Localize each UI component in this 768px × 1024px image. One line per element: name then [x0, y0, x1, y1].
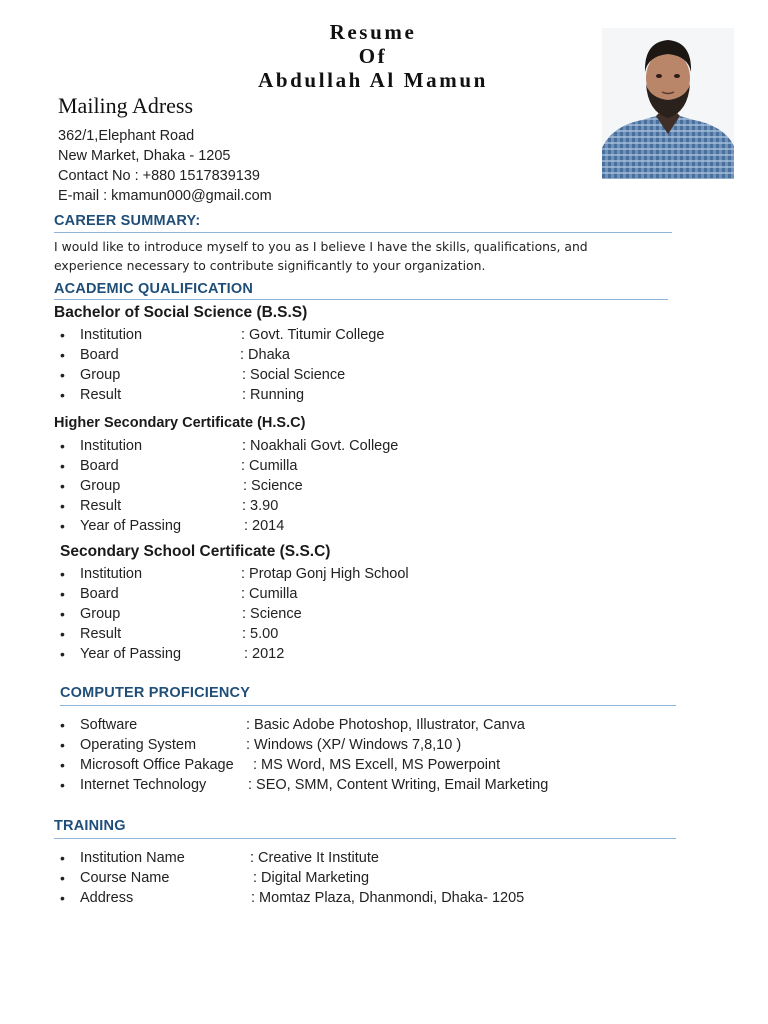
item-label: Institution [80, 566, 143, 582]
item-value: : Dhaka [240, 347, 290, 363]
career-summary-line: I would like to introduce myself to you as I believe I have the skills, qualifications, and [54, 239, 588, 254]
ssc-details-list [54, 564, 409, 664]
item-value: : Creative It Institute [250, 850, 379, 866]
bullet: • [60, 498, 65, 514]
item-value: : SEO, SMM, Content Writing, Email Marketing [248, 777, 549, 793]
bullet: • [60, 777, 65, 793]
item-value: : 3.90 [242, 498, 279, 514]
item-label: Board [80, 586, 119, 602]
title-line-of: Of [358, 44, 388, 68]
bullet: • [60, 626, 65, 642]
bullet: • [60, 518, 65, 534]
list-item [54, 476, 303, 496]
item-value: : 2012 [244, 646, 285, 662]
bullet: • [60, 438, 65, 454]
item-label: Institution Name [80, 850, 185, 866]
item-label: Group [80, 606, 121, 622]
bss-details-list [54, 325, 385, 405]
item-value: : Digital Marketing [253, 870, 370, 886]
bullet: • [60, 478, 65, 494]
career-summary-text [54, 237, 654, 275]
list-item [54, 456, 298, 476]
computer-skills-list [54, 715, 549, 795]
career-summary-line: experience necessary to contribute significantly to your organization. [54, 258, 486, 273]
bss-title: Bachelor of Social Science (B.S.S) [54, 304, 308, 321]
item-label: Address [80, 890, 134, 906]
item-value: : MS Word, MS Excell, MS Powerpoint [253, 757, 501, 773]
bullet: • [60, 387, 65, 403]
item-value: : Social Science [242, 367, 346, 383]
training-details-list [54, 848, 525, 908]
item-value: : Science [243, 478, 303, 494]
list-item [54, 775, 549, 795]
item-label: Microsoft Office Pakage [80, 757, 234, 773]
list-item [54, 644, 285, 664]
list-item [54, 715, 525, 735]
bullet: • [60, 717, 65, 733]
item-value: : 5.00 [242, 626, 279, 642]
list-item [54, 604, 302, 624]
hsc-title: Higher Secondary Certificate (H.S.C) [54, 415, 306, 431]
list-item [54, 345, 290, 365]
profile-photo [602, 28, 734, 179]
item-value: : 2014 [244, 518, 285, 534]
list-item [54, 584, 298, 604]
item-label: Institution [80, 327, 143, 343]
mailing-address-block [58, 126, 272, 206]
item-value: : Noakhali Govt. College [242, 438, 399, 454]
bullet: • [60, 890, 65, 906]
item-value: : Momtaz Plaza, Dhanmondi, Dhaka- 1205 [251, 890, 525, 906]
address-line-city: New Market, Dhaka - 1205 [58, 148, 231, 164]
list-item [54, 516, 285, 536]
item-label: Operating System [80, 737, 197, 753]
bullet: • [60, 737, 65, 753]
list-item [54, 365, 346, 385]
title-line-name: Abdullah Al Mamun [258, 68, 488, 92]
item-label: Year of Passing [80, 646, 182, 662]
list-item [54, 496, 279, 516]
item-value: : Protap Gonj High School [241, 566, 409, 582]
item-label: Year of Passing [80, 518, 182, 534]
item-value: : Govt. Titumir College [241, 327, 385, 343]
bullet: • [60, 586, 65, 602]
bullet: • [60, 757, 65, 773]
training-divider [54, 838, 676, 839]
career-summary-divider [54, 232, 672, 233]
item-value: : Basic Adobe Photoshop, Illustrator, Canva [246, 717, 525, 733]
item-label: Result [80, 387, 122, 403]
bullet: • [60, 347, 65, 363]
bullet: • [60, 566, 65, 582]
ssc-title: Secondary School Certificate (S.S.C) [60, 543, 331, 560]
title-line-resume: Resume [329, 20, 417, 44]
bullet: • [60, 327, 65, 343]
item-label: Institution [80, 438, 143, 454]
list-item [54, 888, 525, 908]
bullet: • [60, 458, 65, 474]
item-label: Group [80, 478, 121, 494]
computer-proficiency-divider [60, 705, 676, 706]
item-value: : Windows (XP/ Windows 7,8,10 ) [246, 737, 462, 753]
training-heading: TRAINING [54, 818, 126, 834]
list-item [54, 624, 279, 644]
academic-divider [54, 299, 668, 300]
list-item [54, 755, 501, 775]
mailing-address-heading: Mailing Adress [58, 93, 194, 118]
academic-qualification-heading: ACADEMIC QUALIFICATION [54, 281, 254, 297]
item-value: : Cumilla [241, 458, 298, 474]
item-label: Board [80, 458, 119, 474]
portrait-image [602, 28, 734, 179]
bullet: • [60, 367, 65, 383]
email-address: E-mail : kmamun000@gmail.com [58, 188, 272, 204]
address-line-street: 362/1,Elephant Road [58, 128, 195, 144]
item-value: : Running [242, 387, 305, 403]
item-label: Result [80, 498, 122, 514]
list-item [54, 385, 305, 405]
item-label: Course Name [80, 870, 170, 886]
career-summary-heading: CAREER SUMMARY: [54, 213, 201, 229]
list-item [54, 848, 379, 868]
bullet: • [60, 850, 65, 866]
computer-proficiency-heading: COMPUTER PROFICIENCY [60, 685, 251, 701]
bullet: • [60, 870, 65, 886]
item-label: Group [80, 367, 121, 383]
contact-number: Contact No : +880 1517839139 [58, 168, 260, 184]
list-item [54, 436, 399, 456]
hsc-details-list [54, 436, 399, 536]
item-label: Internet Technology [80, 777, 207, 793]
item-value: : Cumilla [241, 586, 298, 602]
list-item [54, 564, 409, 584]
item-label: Result [80, 626, 122, 642]
item-label: Software [80, 717, 138, 733]
list-item [54, 325, 385, 345]
item-label: Board [80, 347, 119, 363]
list-item [54, 735, 462, 755]
list-item [54, 868, 370, 888]
bullet: • [60, 646, 65, 662]
bullet: • [60, 606, 65, 622]
item-value: : Science [242, 606, 302, 622]
